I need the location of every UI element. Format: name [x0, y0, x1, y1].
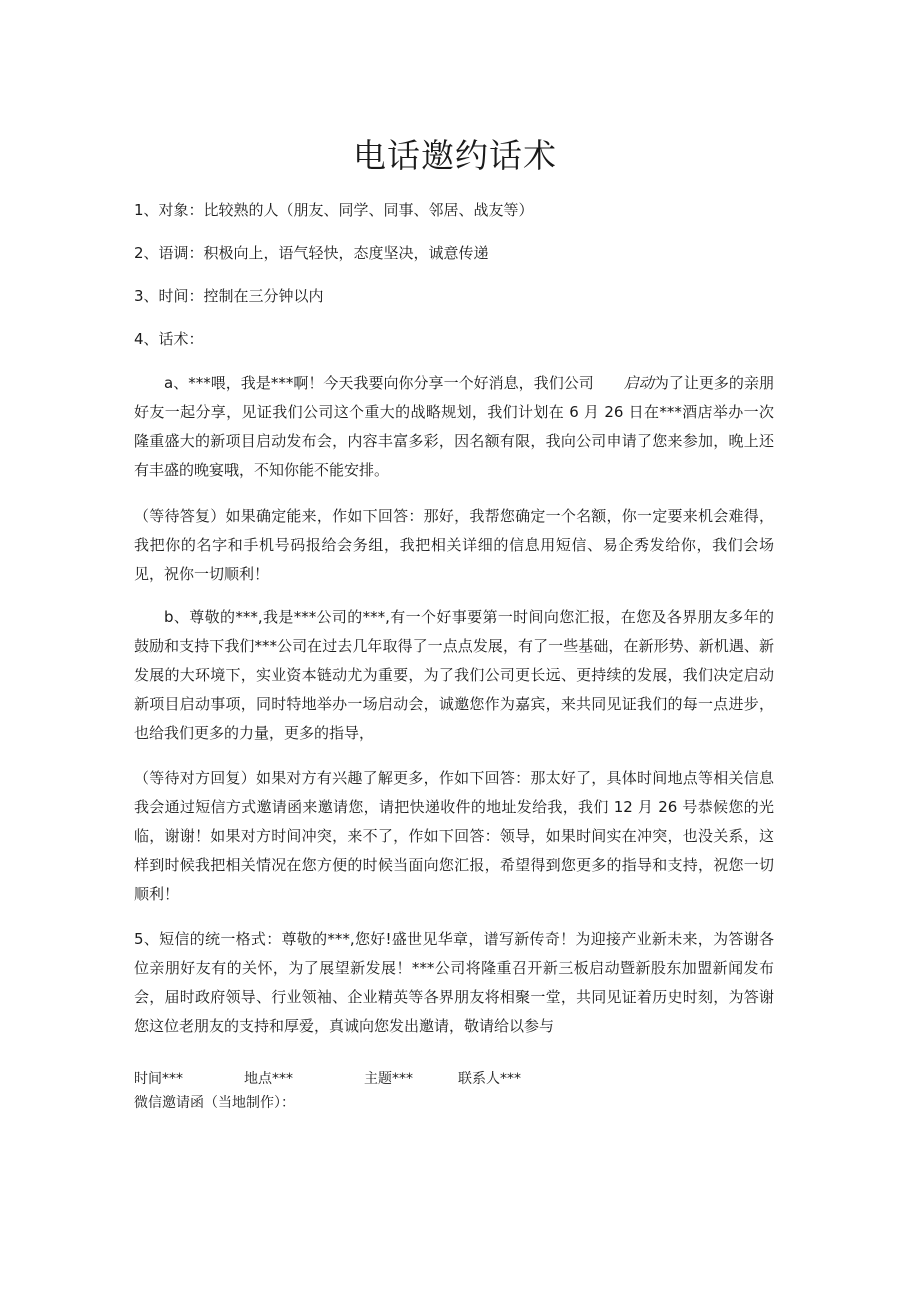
item-target-audience: 1、对象：比较熟的人（朋友、同学、同事、邻居、战友等） — [134, 201, 534, 219]
meta-time: 时间*** — [134, 1071, 183, 1087]
meta-topic: 主题*** — [364, 1071, 413, 1087]
meta-place: 地点*** — [244, 1071, 293, 1087]
item-duration: 3、时间：控制在三分钟以内 — [134, 287, 324, 305]
script-a-lead: a、***喂，我是***啊！今天我要向你分享一个好消息，我们公司 — [164, 374, 594, 392]
reply-a-paragraph: （等待答复）如果确定能来，作如下回答：那好，我帮您确定一个名额，你一定要来机会难得，我把你的名字和手机号码报给会务组，我把相关详细的信息用短信、易企秀发给你，我们会场见，祝你一切顺利！ — [134, 507, 774, 583]
script-a-paragraph — [134, 369, 774, 485]
script-a-emphasis: 启动 — [623, 374, 654, 392]
script-b-paragraph: b、尊敬的***,我是***公司的***,有一个好事要第一时间向您汇报，在您及各界朋友多年的鼓励和支持下我们***公司在过去几年取得了一点点发展，有了一些基础，在新形势、新机遇、新发展的大环境下，实业资本链动尤为重要，为了我们公司更长远、更持续的发展，我们决定启动新项目启动事项，同时特地举办一场启动会，诚邀您作为嘉宾，来共同见证我们的每一点进步，也给我们更多的力量，更多的指导， — [134, 608, 774, 742]
wechat-invitation-line: 微信邀请函（当地制作）： — [134, 1095, 295, 1111]
script-a-rest: 为了让更多的亲朋好友一起分享，见证我们公司这个重大的战略规划，我们计划在 6 月 26 日在***酒店举办一次隆重盛大的新项目启动发布会，内容丰富多彩，因名额有限，我向公司申请了您来参加，晚上还有丰盛的晚宴哦，不知你能不能安排。 — [134, 374, 774, 479]
reply-b-paragraph: （等待对方回复）如果对方有兴趣了解更多，作如下回答：那太好了，具体时间地点等相关信息我会通过短信方式邀请函来邀请您，请把快递收件的地址发给我，我们 12 月 26 号恭候您的光临，谢谢！如果对方时间冲突，来不了，作如下回答：领导，如果时间实在冲突，也没关系，这样到时候我把相关情况在您方便的时候当面向您汇报，希望得到您更多的指导和支持，祝您一切顺利！ — [134, 769, 774, 903]
item-tone: 2、语调：积极向上，语气轻快，态度坚决，诚意传递 — [134, 244, 489, 262]
sms-format-paragraph: 5、短信的统一格式：尊敬的***,您好!盛世见华章，谱写新传奇！为迎接产业新未来，为答谢各位亲朋好友有的关怀，为了展望新发展！***公司将隆重召开新三板启动暨新股东加盟新闻发布会，届时政府领导、行业领袖、企业精英等各界朋友将相聚一堂，共同见证着历史时刻，为答谢您这位老朋友的支持和厚爱，真诚向您发出邀请，敬请给以参与 — [134, 930, 774, 1035]
page-title: 电话邀约话术 — [353, 136, 557, 175]
meta-contact: 联系人*** — [458, 1071, 521, 1087]
item-script-heading: 4、话术： — [134, 330, 204, 348]
